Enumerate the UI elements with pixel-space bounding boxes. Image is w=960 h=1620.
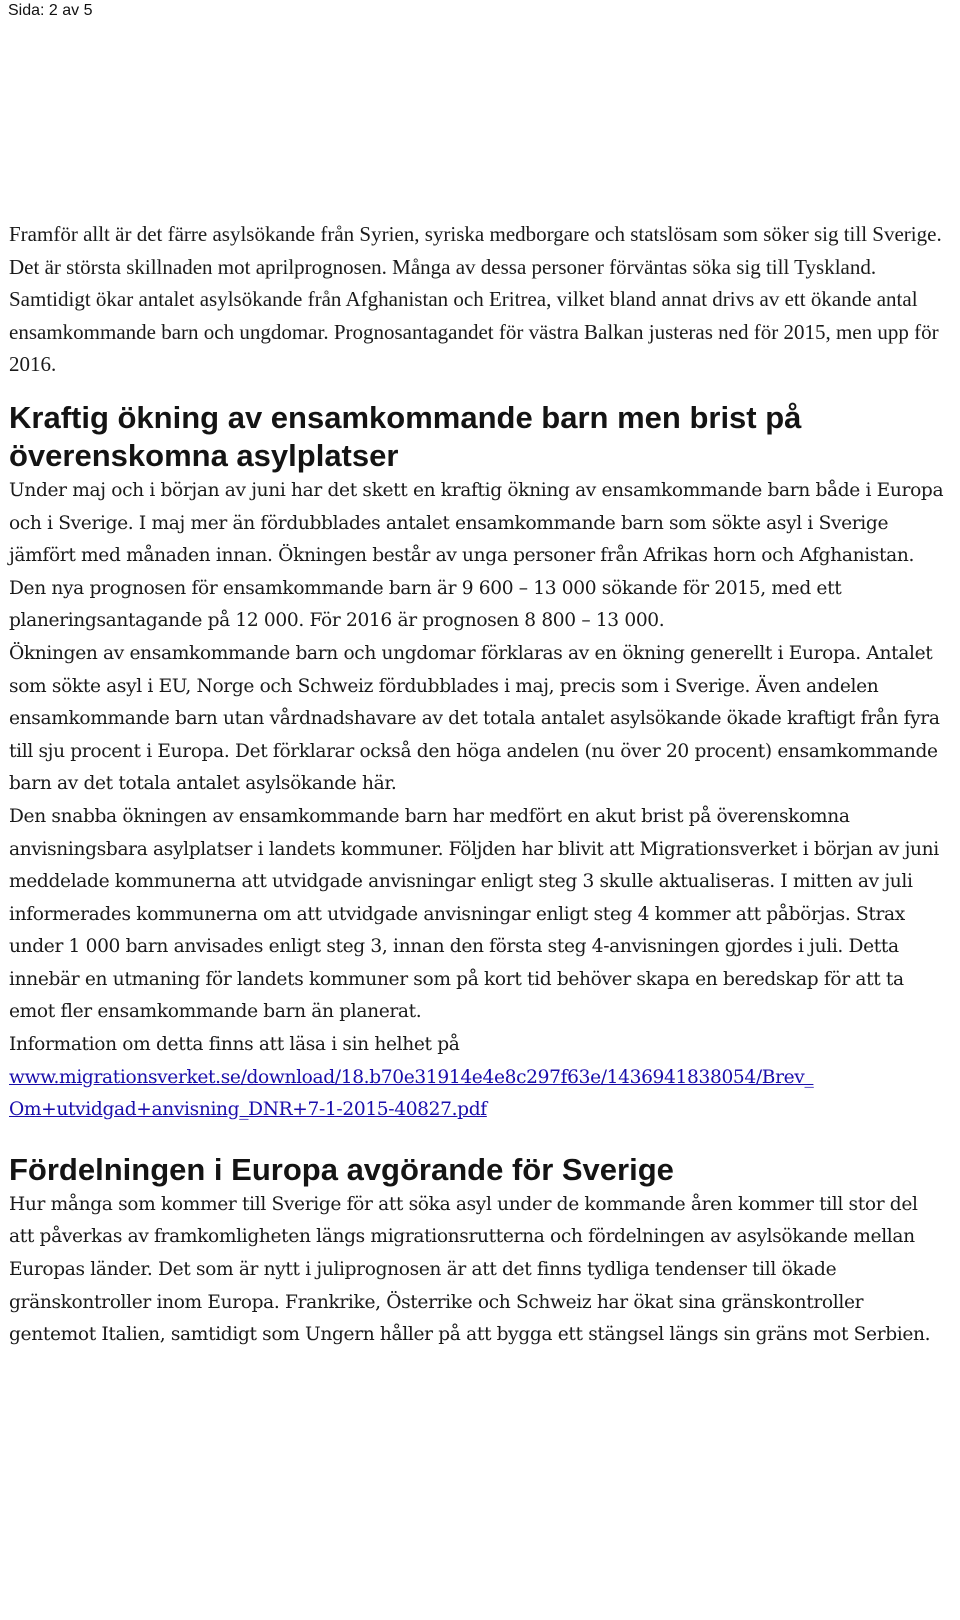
paragraph-europa-1: Hur många som kommer till Sverige för att söka asyl under de kommande åren kommer till stor del att påverkas av framkomligheten längs migrationsrutterna och fördelningen av asylsökande mellan Europas länder. Det som är nytt i juliprognosen är att det finns tydliga tendenser till ökade gränskontroller inom Europa. Frankrike, Österrike och Schweiz har ökat sina gränskontroller gentemot Italien, samtidigt som Ungern håller på att bygga ett stängsel längs sin gräns mot Serbien. [9,1193,931,1346]
section-heading-europa: Fördelningen i Europa avgörande för Sverige [9,1151,674,1187]
paragraph-ensamkommande-2: Ökningen av ensamkommande barn och ungdomar förklaras av en ökning generellt i Europa. Antalet som sökte asyl i EU, Norge och Schweiz fördubblades i maj, precis som i Sverige. Även andelen ensamkommande barn utan vårdnadshavare av det totala antalet asylsökande ökade kraftigt från fyra till sju procent i Europa. Det förklarar också den höga andelen (nu över 20 procent) ensamkommande barn av det totala antalet asylsökande här. [9,642,940,795]
info-text: Information om detta finns att läsa i sin helhet på [9,1034,460,1056]
intro-paragraph: Framför allt är det färre asylsökande från Syrien, syriska medborgare och statslösam som söker sig till Sverige. Det är största skillnaden mot aprilprognosen. Många av dessa personer förväntas söka sig till Tyskland. Samtidigt ökar antalet asylsökande från Afghanistan och Eritrea, vilket bland annat drivs av ett ökande antal ensamkommande barn och ungdomar. Prognosantagandet för västra Balkan justeras ned för 2015, men upp för 2016. [9,222,942,377]
section-heading-ensamkommande: Kraftig ökning av ensamkommande barn men brist på överenskomna asylplatser [9,399,802,473]
link-text-line1: www.migrationsverket.se/download/18.b70e31914e4e8c297f63e/1436941838054/Brev_ [9,1066,814,1088]
info-paragraph [9,1029,944,1127]
document-body [9,218,944,1352]
link-text-line2: Om+utvidgad+anvisning_DNR+7-1-2015-40827.pdf [9,1099,487,1121]
paragraph-ensamkommande-1: Under maj och i början av juni har det skett en kraftig ökning av ensamkommande barn både i Europa och i Sverige. I maj mer än fördubblades antalet ensamkommande barn som sökte asyl i Sverige jämfört med månaden innan. Ökningen består av unga personer från Afrikas horn och Afghanistan. Den nya prognosen för ensamkommande barn är 9 600 – 13 000 sökande för 2015, med ett planeringsantagande på 12 000. För 2016 är prognosen 8 800 – 13 000. [9,479,944,632]
page-indicator: Sida: 2 av 5 [8,2,93,19]
paragraph-ensamkommande-3: Den snabba ökningen av ensamkommande barn har medfört en akut brist på överenskomna anvisningsbara asylplatser i landets kommuner. Följden har blivit att Migrationsverket i början av juni meddelade kommunerna att utvidgade anvisningar enligt steg 3 skulle aktualiseras. I mitten av juli informerades kommunerna om att utvidgade anvisningar enligt steg 4 kommer att påbörjas. Strax under 1 000 barn anvisades enligt steg 3, innan den första steg 4-anvisningen gjordes i juli. Detta innebär en utmaning för landets kommuner som på kort tid behöver skapa en beredskap för att ta emot fler ensamkommande barn än planerat. [9,805,939,1023]
migrationsverket-link[interactable] [9,1067,813,1121]
